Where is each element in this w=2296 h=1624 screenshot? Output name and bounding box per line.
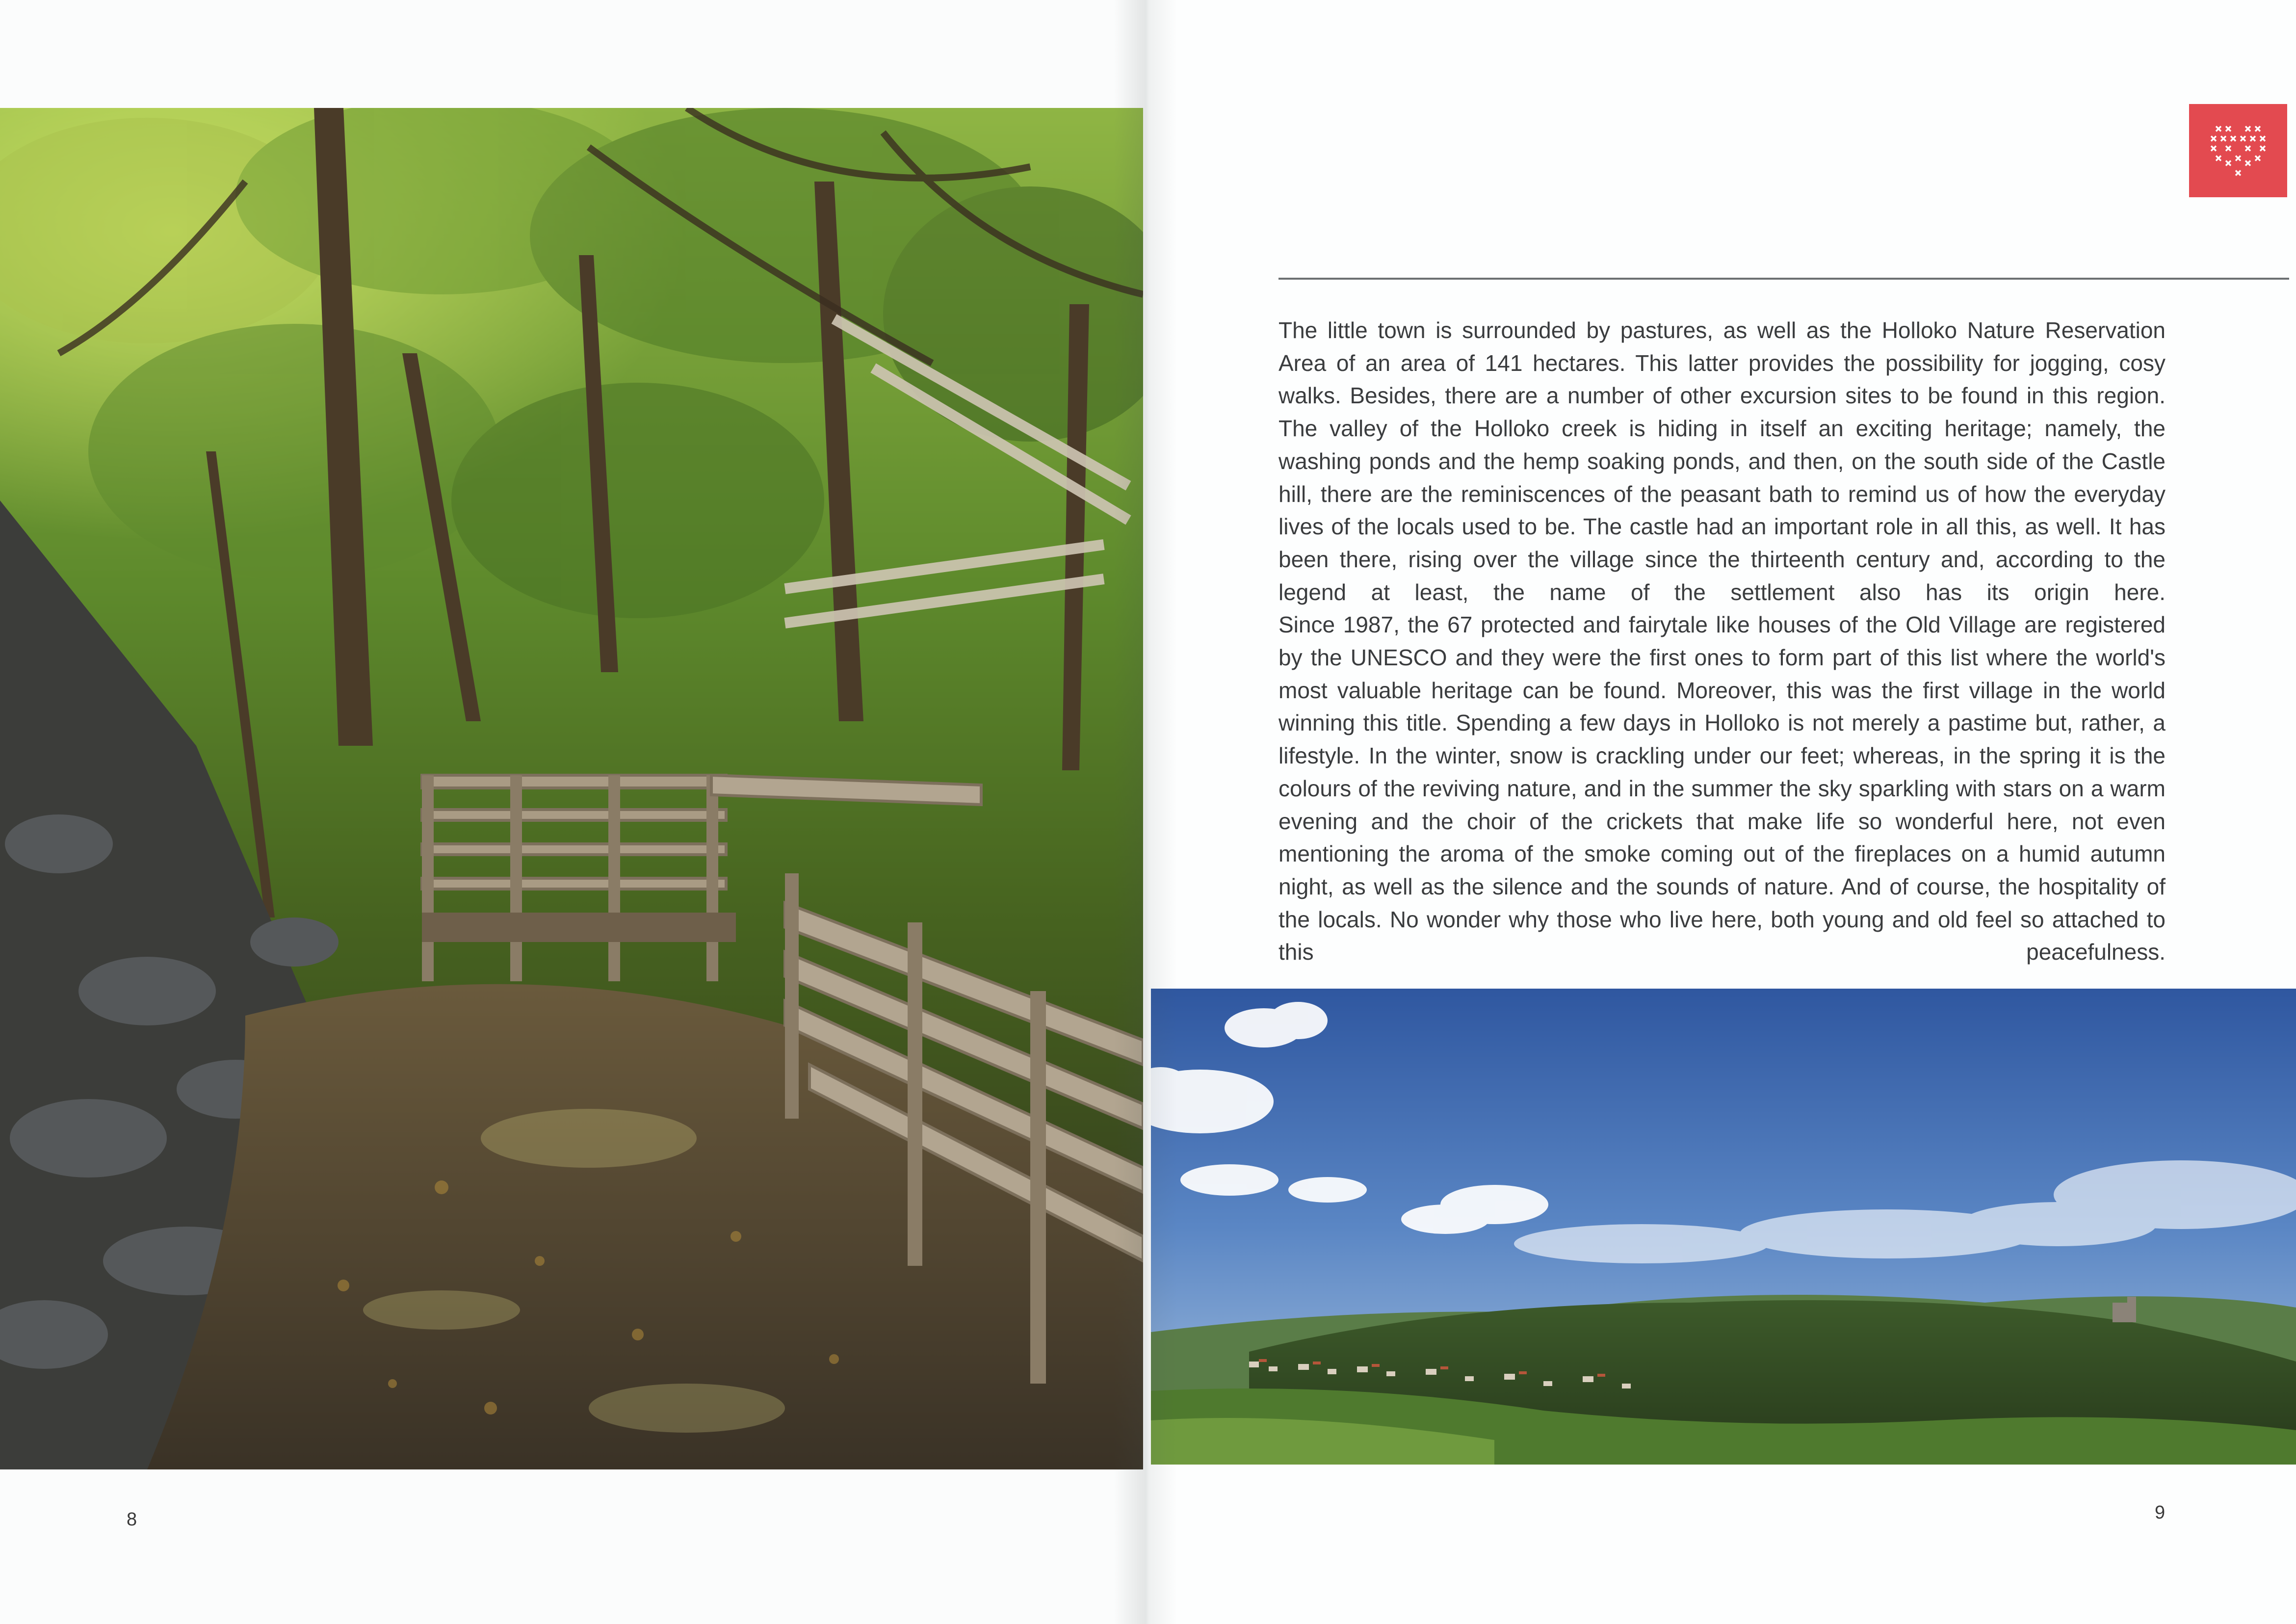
village-landscape-photo	[1151, 989, 2296, 1465]
heart-badge	[2189, 104, 2287, 197]
paragraph: The little town is surrounded by pastures, as well as the Holloko Nature Reservation Area of an area of 141 hectares. This latter provides the possibility for jogging, cosy walks. Besides, there are a number of other excursion sites to be found in this region. The valley of the Holloko creek is hiding in itself an exciting heritage; namely, the washing ponds and the hemp soaking ponds, and then, on the south side of the Castle hill, there are the reminiscences of the peasant bath to remind us of how the everyday lives of the locals used to be. The castle had an important role in all this, as well. It has been there, rising over the village since the thirteenth century and, according to the legend at least, the name of the settlement also has its origin here.	[1278, 317, 2166, 605]
left-page	[0, 0, 1143, 1624]
cross-stitch-heart-icon	[2206, 120, 2270, 182]
divider-rule	[1278, 278, 2289, 280]
forest-boardwalk-photo	[0, 108, 1143, 1469]
article-text	[1278, 314, 2166, 969]
page-number: 9	[2155, 1502, 2166, 1523]
page-number: 8	[127, 1509, 137, 1530]
paragraph: Since 1987, the 67 protected and fairytale like houses of the Old Village are registered by the UNESCO and they were the first ones to form part of this list where the world's most valuable heritage can be found. Moreover, this was the first village in the world winning this title. Spending a few days in Holloko is not merely a pastime but, rather, a lifestyle. In the winter, snow is crackling under our feet; whereas, in the spring it is the colours of the reviving nature, and in the summer the sky sparkling with stars on a warm evening and the choir of the crickets that make life so wonderful here, not even mentioning the aroma of the smoke coming out of the fireplaces on a humid autumn night, as well as the silence and the sounds of nature. And of course, the hospitality of the locals. No wonder why those who live here, both young and old feel so attached to this peacefulness.	[1278, 612, 2166, 965]
